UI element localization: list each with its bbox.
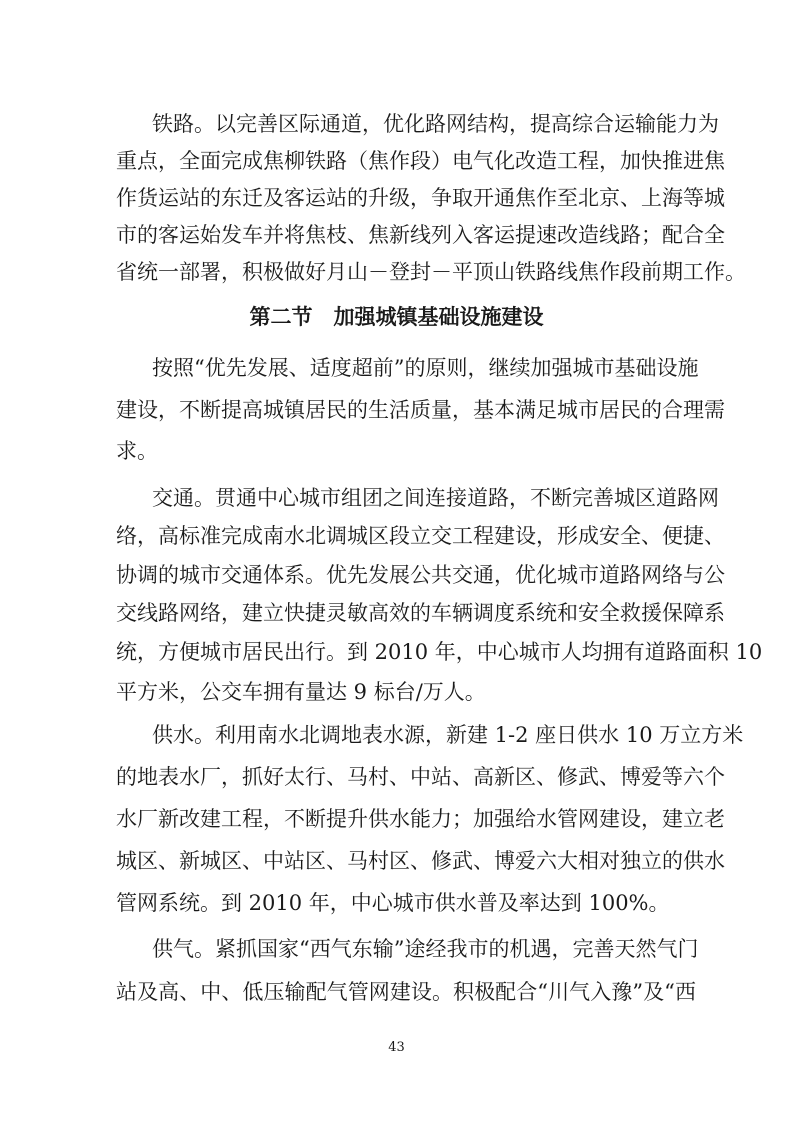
- paragraph-line: 求。: [116, 439, 158, 463]
- paragraph-line: 供气。紧抓国家“西气东输”途经我市的机遇，完善天然气门: [152, 937, 699, 961]
- paragraph-line: 水厂新改建工程，不断提升供水能力；加强给水管网建设，建立老: [116, 807, 725, 831]
- paragraph-line: 平方米，公交车拥有量达 9 标台/万人。: [116, 680, 486, 704]
- paragraph-line: 协调的城市交通体系。优先发展公共交通，优化城市道路网络与公: [116, 563, 725, 587]
- paragraph-line: 市的客运始发车并将焦枝、焦新线列入客运提速改造线路；配合全: [116, 223, 725, 247]
- paragraph-line: 交线路网络，建立快捷灵敏高效的车辆调度系统和安全救援保障系: [116, 601, 725, 625]
- paragraph-line: 管网系统。到 2010 年，中心城市供水普及率达到 100%。: [116, 891, 670, 915]
- page-number: 43: [388, 1040, 405, 1055]
- section-heading: 第二节 加强城镇基础设施建设: [249, 305, 544, 329]
- paragraph-line: 按照“优先发展、适度超前”的原则，继续加强城市基础设施: [152, 356, 699, 380]
- paragraph-line: 交通。贯通中心城市组团之间连接道路，不断完善城区道路网: [152, 486, 719, 510]
- paragraph-line: 铁路。以完善区际通道，优化路网结构，提高综合运输能力为: [152, 112, 719, 136]
- paragraph-line: 城区、新城区、中站区、马村区、修武、博爱六大相对独立的供水: [116, 849, 725, 873]
- paragraph-line: 站及高、中、低压输配气管网建设。积极配合“川气入豫”及“西: [116, 980, 696, 1004]
- paragraph-line: 省统一部署，积极做好月山－登封－平顶山铁路线焦作段前期工作。: [116, 260, 746, 284]
- paragraph-line: 建设，不断提高城镇居民的生活质量，基本满足城市居民的合理需: [116, 398, 725, 422]
- paragraph-line: 统，方便城市居民出行。到 2010 年，中心城市人均拥有道路面积 10: [116, 640, 763, 664]
- paragraph-line: 供水。利用南水北调地表水源，新建 1-2 座日供水 10 万立方米: [152, 723, 744, 747]
- paragraph-line: 重点，全面完成焦柳铁路（焦作段）电气化改造工程，加快推进焦: [116, 149, 725, 173]
- paragraph-line: 络，高标准完成南水北调城区段立交工程建设，形成安全、便捷、: [116, 524, 725, 548]
- paragraph-line: 的地表水厂，抓好太行、马村、中站、高新区、修武、博爱等六个: [116, 765, 725, 789]
- paragraph-line: 作货运站的东迁及客运站的升级，争取开通焦作至北京、上海等城: [116, 186, 725, 210]
